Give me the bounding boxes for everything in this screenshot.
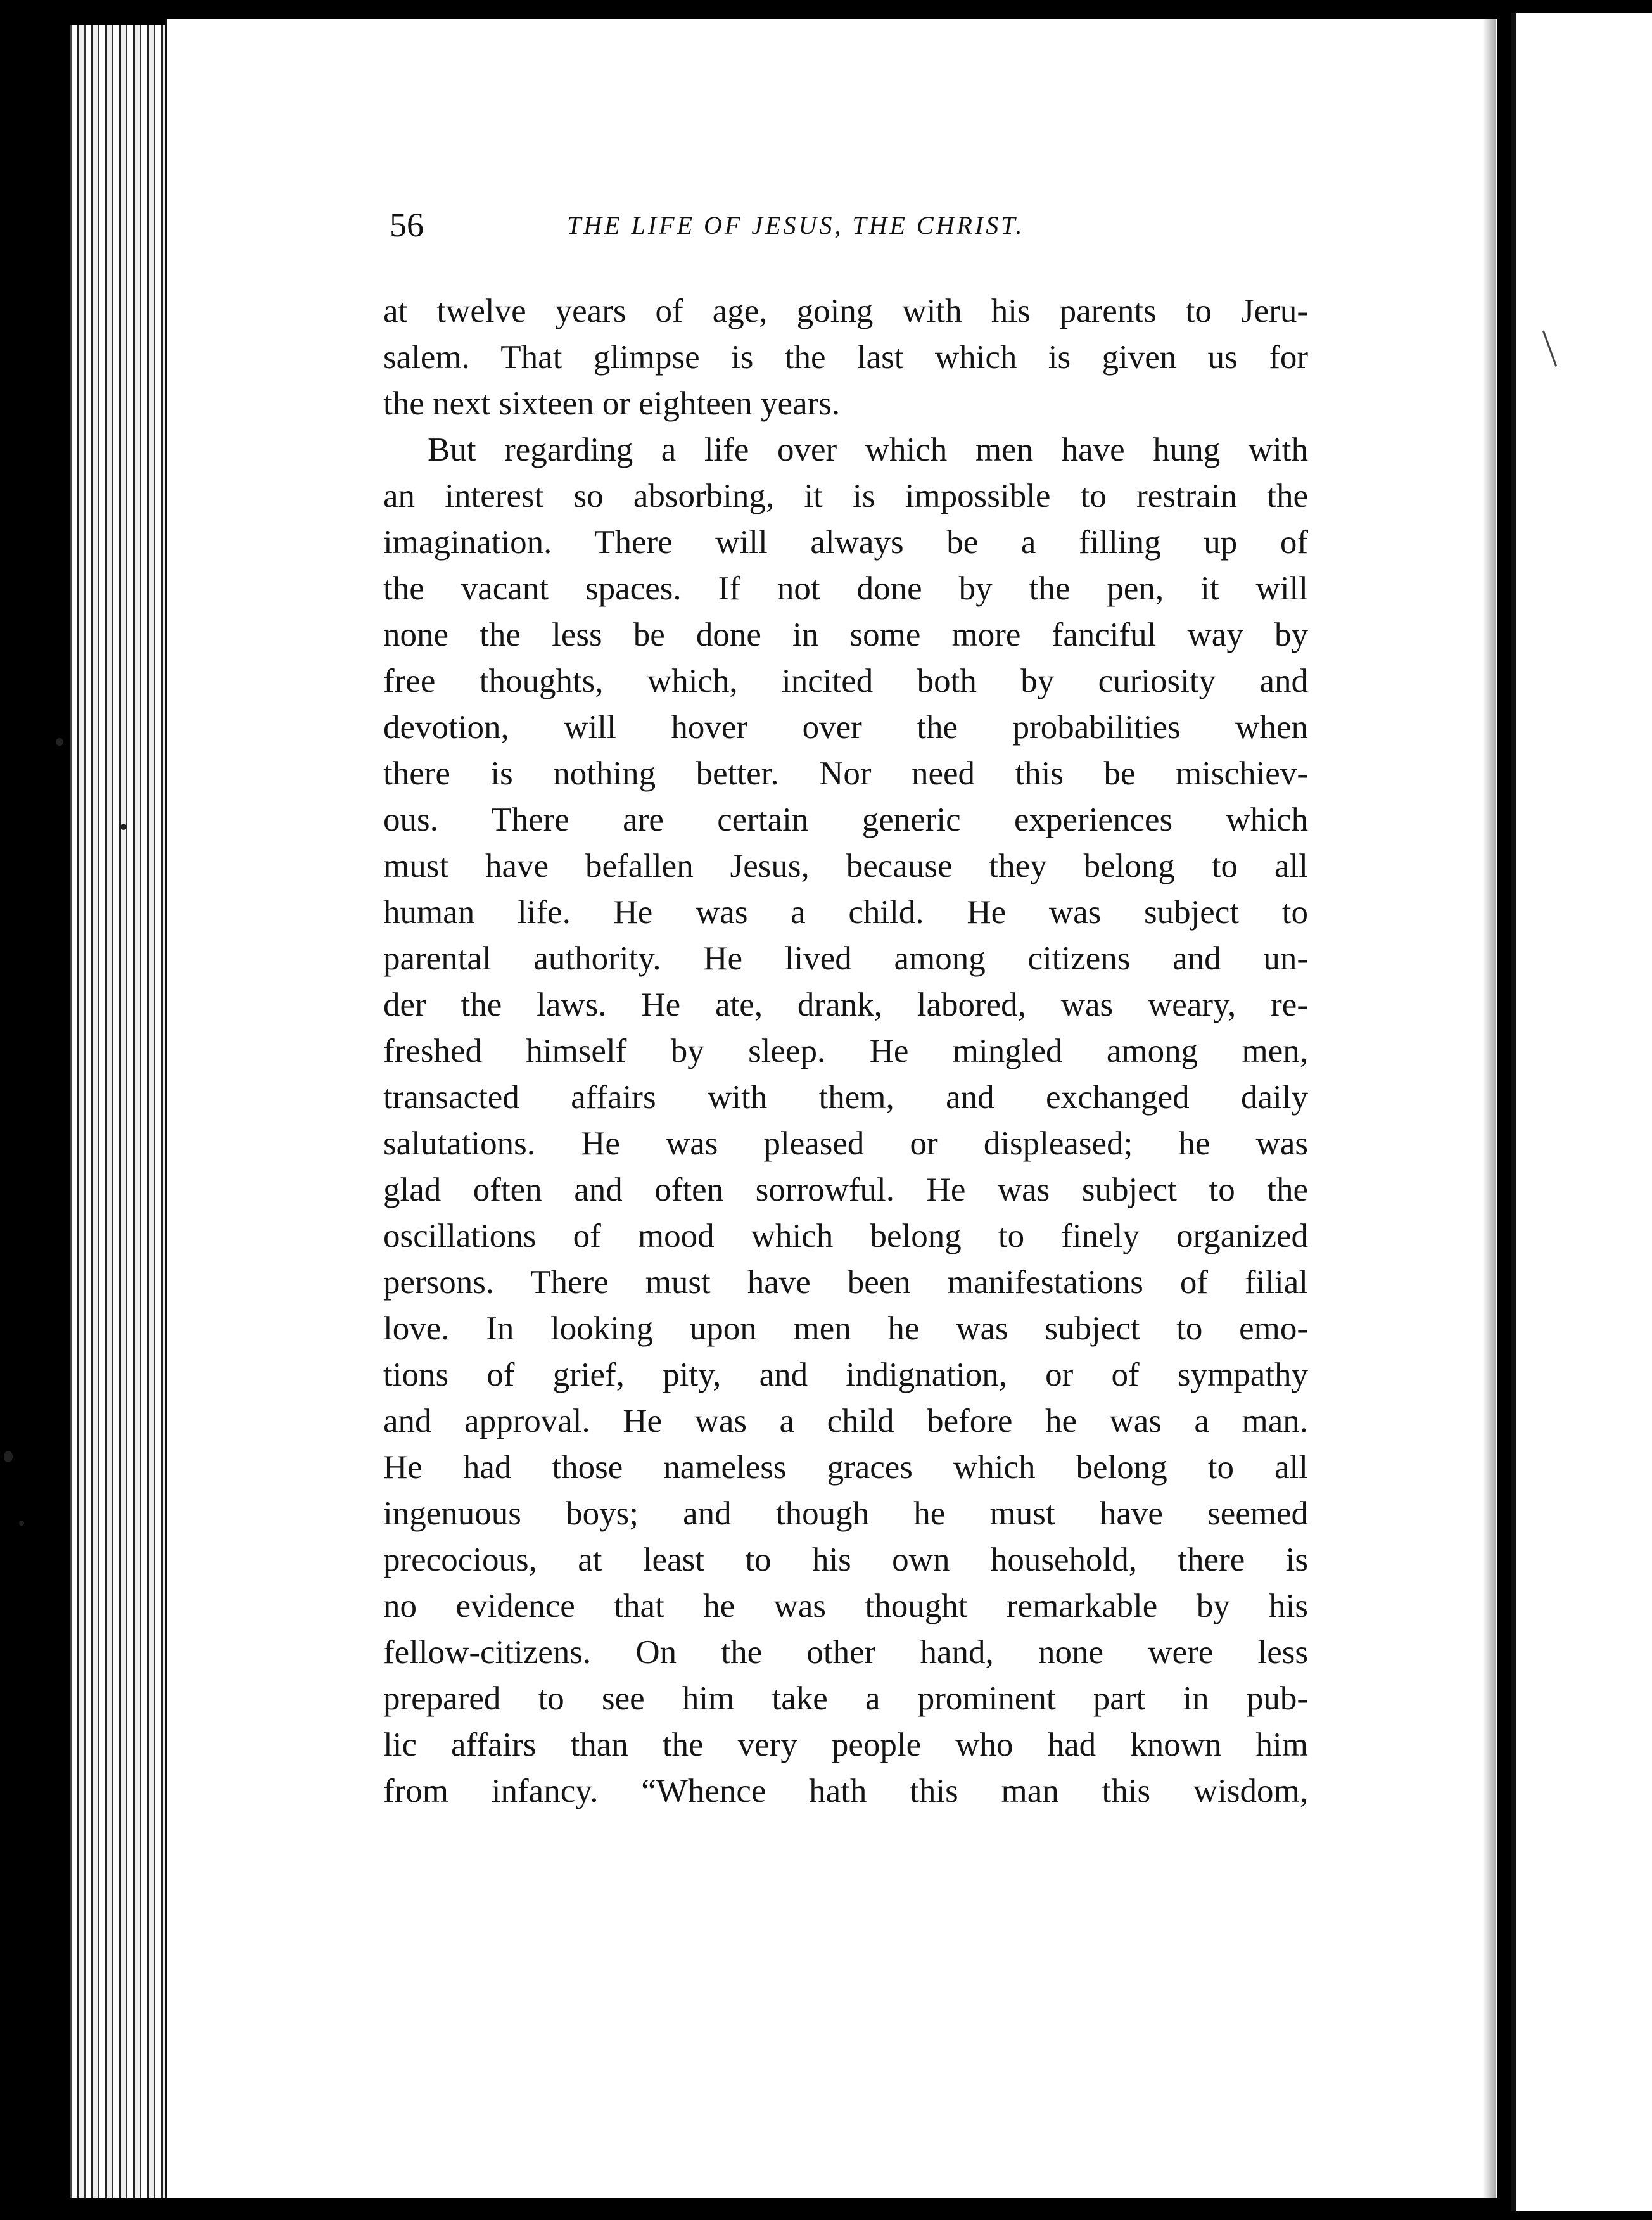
body-text bbox=[383, 288, 1308, 1815]
text-line: salem. That glimpse is the last which is given us for bbox=[383, 339, 1308, 376]
text-line: imagination. There will always be a filling up of bbox=[383, 524, 1308, 561]
text-line: there is nothing better. Nor need this be mischiev- bbox=[383, 755, 1308, 792]
scan-speck bbox=[56, 738, 63, 746]
text-line: an interest so absorbing, it is impossible to restrain the bbox=[383, 478, 1308, 514]
page-number: 56 bbox=[390, 206, 424, 244]
text-line: devotion, will hover over the probabilities when bbox=[383, 709, 1308, 746]
text-line: prepared to see him take a prominent part in pub- bbox=[383, 1680, 1308, 1717]
gutter-shadow bbox=[1482, 19, 1496, 2198]
text-line: the vacant spaces. If not done by the pen, it will bbox=[383, 570, 1308, 607]
text-line: ous. There are certain generic experiences which bbox=[383, 801, 1308, 838]
text-line: persons. There must have been manifestations of filial bbox=[383, 1264, 1308, 1301]
page-edges bbox=[70, 25, 179, 2198]
scan-speck bbox=[4, 1451, 13, 1462]
running-head bbox=[390, 206, 1340, 244]
text-line: free thoughts, which, incited both by curiosity and bbox=[383, 663, 1308, 699]
text-line: parental authority. He lived among citizens and un- bbox=[383, 940, 1308, 977]
text-line: tions of grief, pity, and indignation, or of sympathy bbox=[383, 1356, 1308, 1393]
text-line: freshed himself by sleep. He mingled among men, bbox=[383, 1033, 1308, 1069]
text-line: no evidence that he was thought remarkable by his bbox=[383, 1588, 1308, 1624]
text-line: ingenuous boys; and though he must have seemed bbox=[383, 1495, 1308, 1532]
text-line: transacted affairs with them, and exchanged daily bbox=[383, 1079, 1308, 1116]
text-line: must have befallen Jesus, because they belong to all bbox=[383, 848, 1308, 884]
text-line: oscillations of mood which belong to finely organized bbox=[383, 1218, 1308, 1254]
text-line: salutations. He was pleased or displeased; he was bbox=[383, 1125, 1308, 1162]
text-line: der the laws. He ate, drank, labored, was weary, re- bbox=[383, 986, 1308, 1023]
text-line: the next sixteen or eighteen years. bbox=[383, 385, 841, 422]
text-line: lic affairs than the very people who had known him bbox=[383, 1726, 1308, 1763]
facing-page-edge bbox=[1511, 13, 1652, 2211]
text-line: love. In looking upon men he was subject to emo- bbox=[383, 1310, 1308, 1347]
text-line: fellow-citizens. On the other hand, none were less bbox=[383, 1634, 1308, 1671]
text-line: at twelve years of age, going with his parents to Jeru- bbox=[383, 293, 1308, 329]
text-line: glad often and often sorrowful. He was subject to the bbox=[383, 1171, 1308, 1208]
text-line: none the less be done in some more fanciful way by bbox=[383, 616, 1308, 653]
running-title: THE LIFE OF JESUS, THE CHRIST. bbox=[567, 211, 1025, 239]
text-line: precocious, at least to his own household, there is bbox=[383, 1541, 1308, 1578]
text-line: But regarding a life over which men have hung with bbox=[428, 431, 1308, 468]
scan-speck bbox=[19, 1521, 24, 1526]
text-line: and approval. He was a child before he was a man. bbox=[383, 1403, 1308, 1439]
text-line: from infancy. “Whence hath this man this wisdom, bbox=[383, 1773, 1308, 1809]
text-line: human life. He was a child. He was subject to bbox=[383, 894, 1308, 931]
text-line: He had those nameless graces which belong to all bbox=[383, 1449, 1308, 1486]
scan-speck bbox=[120, 824, 127, 830]
